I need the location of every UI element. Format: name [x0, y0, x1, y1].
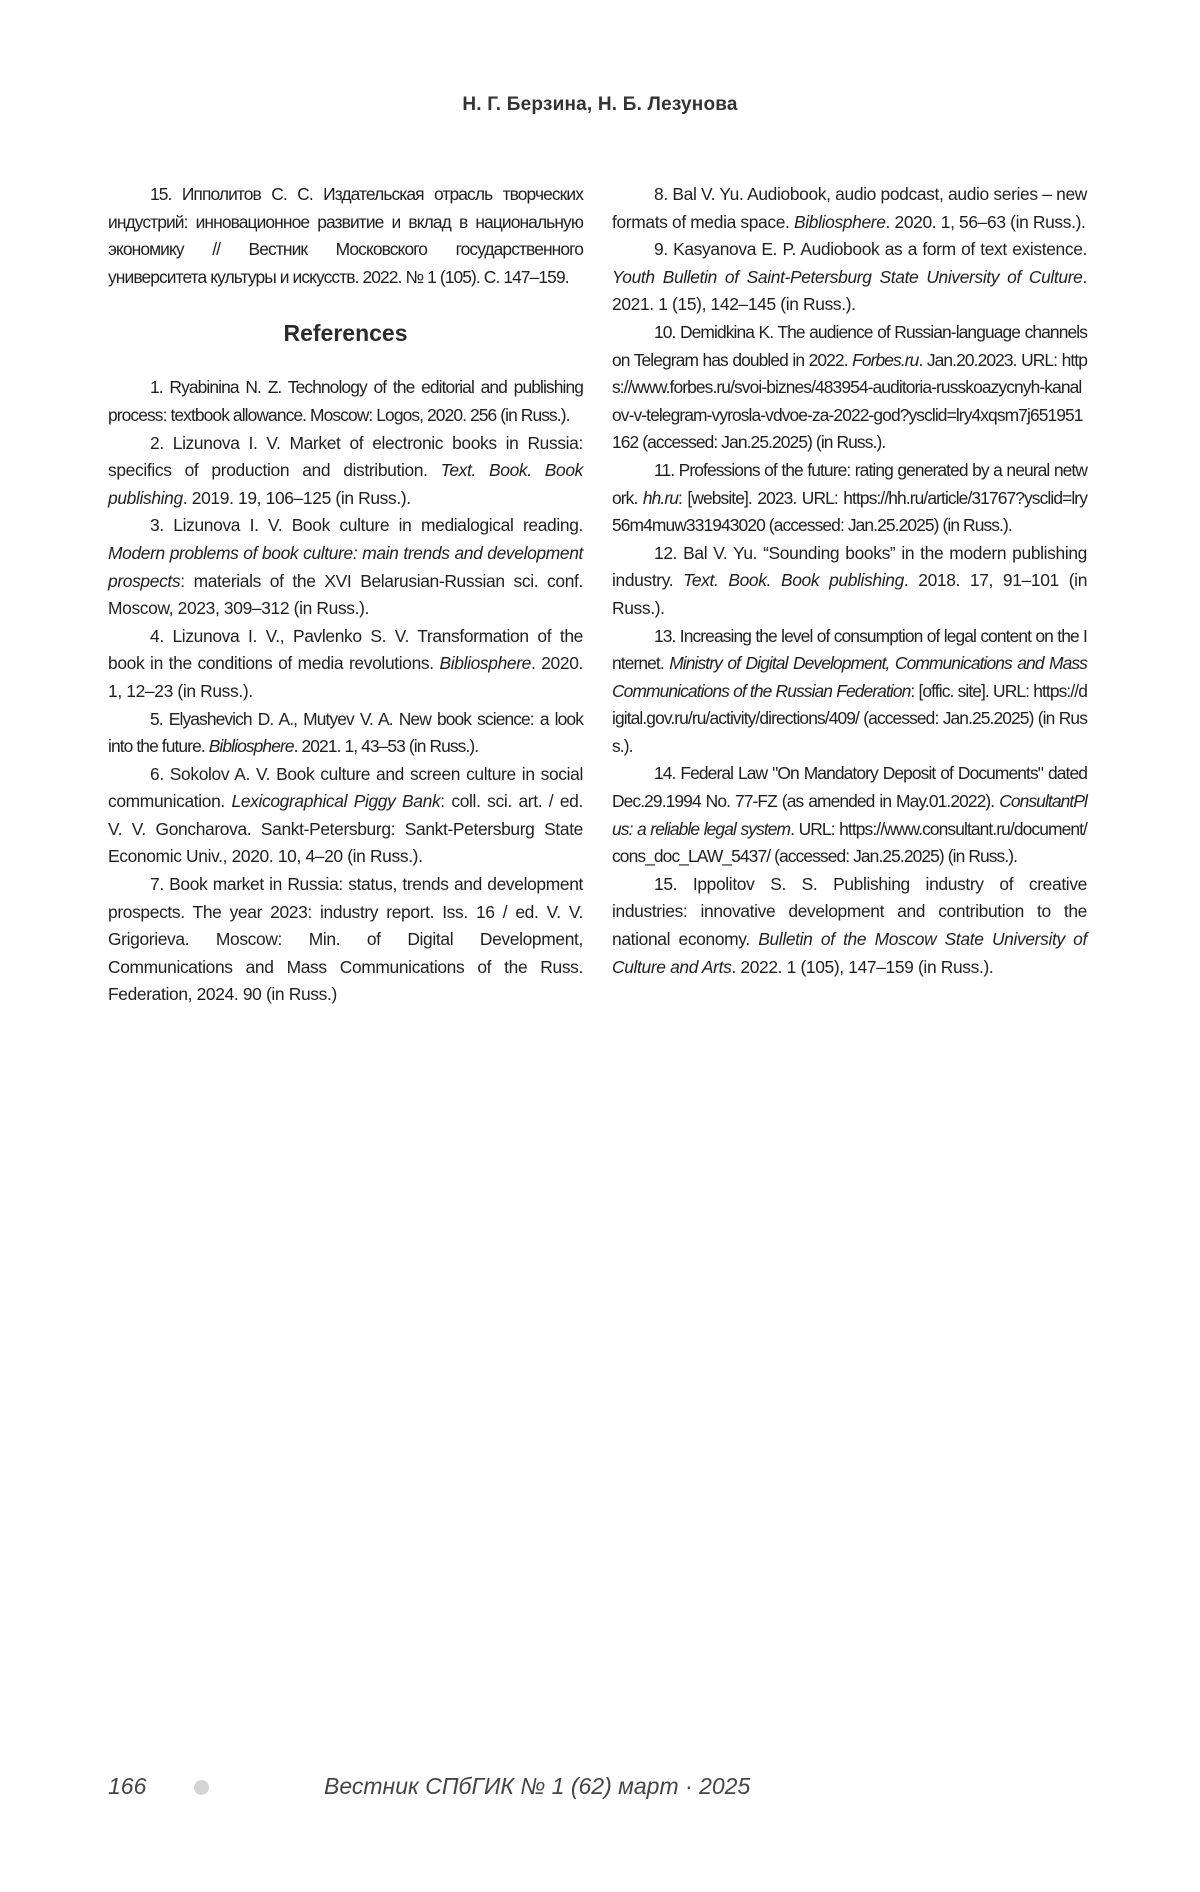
page-footer [108, 1773, 1108, 1803]
reference-4: 4. Lizunova I. V., Pavlenko S. V. Transformation of the book in the conditions of media revolutions. Bibliosphere. 2020. 1, 12–23 (in Russ.). [108, 625, 584, 701]
reference-15: 15. Ippolitov S. S. Publishing industry of creative industries: innovative development and contribution to the national economy. Bulletin of the Moscow State University of Culture and Arts. 2022. 1 (105), 147–159 (in Russ.). [612, 873, 1087, 977]
journal-issue-title: Вестник СПбГИК № 1 (62) март · 2025 [324, 1773, 751, 1799]
reference-12: 12. Bal V. Yu. “Sounding books” in the modern publishing industry. Text. Book. Book publishing. 2018. 17, 91–101 (in Russ.). [612, 542, 1088, 618]
right-column [612, 181, 1087, 981]
page-number: 166 [108, 1773, 147, 1799]
reference-13: 13. Increasing the level of consumption of legal content on the Internet. Ministry of Digital Development, Communications and Mass Communications of the Russian Federation: [offic. site]. URL: https://digital.gov.ru/ru/activity/directions/409/ (accessed: Jan.25.2025) (in Russ.). [612, 625, 1087, 756]
running-head-authors: Н. Г. Берзина, Н. Б. Лезунова [462, 94, 738, 115]
reference-10: 10. Demidkina K. The audience of Russian-language channels on Telegram has doubled in 2022. Forbes.ru. Jan.20.2023. URL: https://www.forbes.ru/svoi-biznes/483954-auditoria-russkoazycnyh-kanalov-v-telegram-vyrosla-vdvoe-za-2022-god?ysclid=lry4xqsm7j651951162 (accessed: Jan.25.2025) (in Russ.). [612, 321, 1087, 453]
reference-8: 8. Bal V. Yu. Audiobook, audio podcast, audio series – new formats of media space. Bibliosphere. 2020. 1, 56–63 (in Russ.). [612, 184, 1087, 232]
reference-2: 2. Lizunova I. V. Market of electronic books in Russia: specifics of production and distribution. Text. Book. Book publishing. 2019. 19, 106–125 (in Russ.). [108, 432, 583, 508]
reference-3: 3. Lizunova I. V. Book culture in medialogical reading. Modern problems of book culture: main trends and development prospects: materials of the XVI Belarusian-Russian sci. conf. Moscow, 2023, 309–312 (in Russ.). [108, 515, 583, 619]
reference-7: 7. Book market in Russia: status, trends and development prospects. The year 2023: industry report. Iss. 16 / ed. V. V. Grigorieva. Moscow: Min. of Digital Development, Communications and Mass Communications of the Russ. Federation, 2024. 90 (in Russ.) [108, 874, 583, 1005]
left-column [108, 181, 583, 1009]
reference-1: 1. Ryabinina N. Z. Technology of the editorial and publishing process: textbook allowance. Moscow: Logos, 2020. 256 (in Russ.). [108, 377, 583, 425]
reference-11: 11. Professions of the future: rating generated by a neural network. hh.ru: [website]. 2023. URL: https://hh.ru/article/31767?ysclid=lry56m4muw331943020 (accessed: Jan.25.2025) (in Russ.). [612, 459, 1087, 536]
reference-14: 14. Federal Law "On Mandatory Deposit of Documents" dated Dec.29.1994 No. 77-FZ (as amended in May.01.2022). ConsultantPlus: a reliable legal system. URL: https://www.consultant.ru/document/cons_doc_LAW_5437/ (accessed: Jan.25.2025) (in Russ.). [612, 763, 1087, 867]
references-heading: References [283, 320, 408, 347]
footer-dot-separator [194, 1780, 209, 1795]
reference-9: 9. Kasyanova E. P. Audiobook as a form of text existence. Youth Bulletin of Saint-Petersburg State University of Culture. 2021. 1 (15), 142–145 (in Russ.). [612, 239, 1087, 315]
reference-5: 5. Elyashevich D. A., Mutyev V. A. New book science: a look into the future. Bibliosphere. 2021. 1, 43–53 (in Russ.). [108, 708, 583, 757]
reference-6: 6. Sokolov A. V. Book culture and screen culture in social communication. Lexicographical Piggy Bank: coll. sci. art. / ed. V. V. Goncharova. Sankt-Petersburg: Sankt-Petersburg State Economic Univ., 2020. 10, 4–20 (in Russ.). [108, 763, 583, 867]
russian-reference-15: 15. Ипполитов С. С. Издательская отрасль творческих индустрий: инновационное развитие и вклад в национальную экономику // Вестник Московского государственного университета культуры и искусств. 2022. № 1 (105). С. 147–159. [108, 184, 583, 287]
